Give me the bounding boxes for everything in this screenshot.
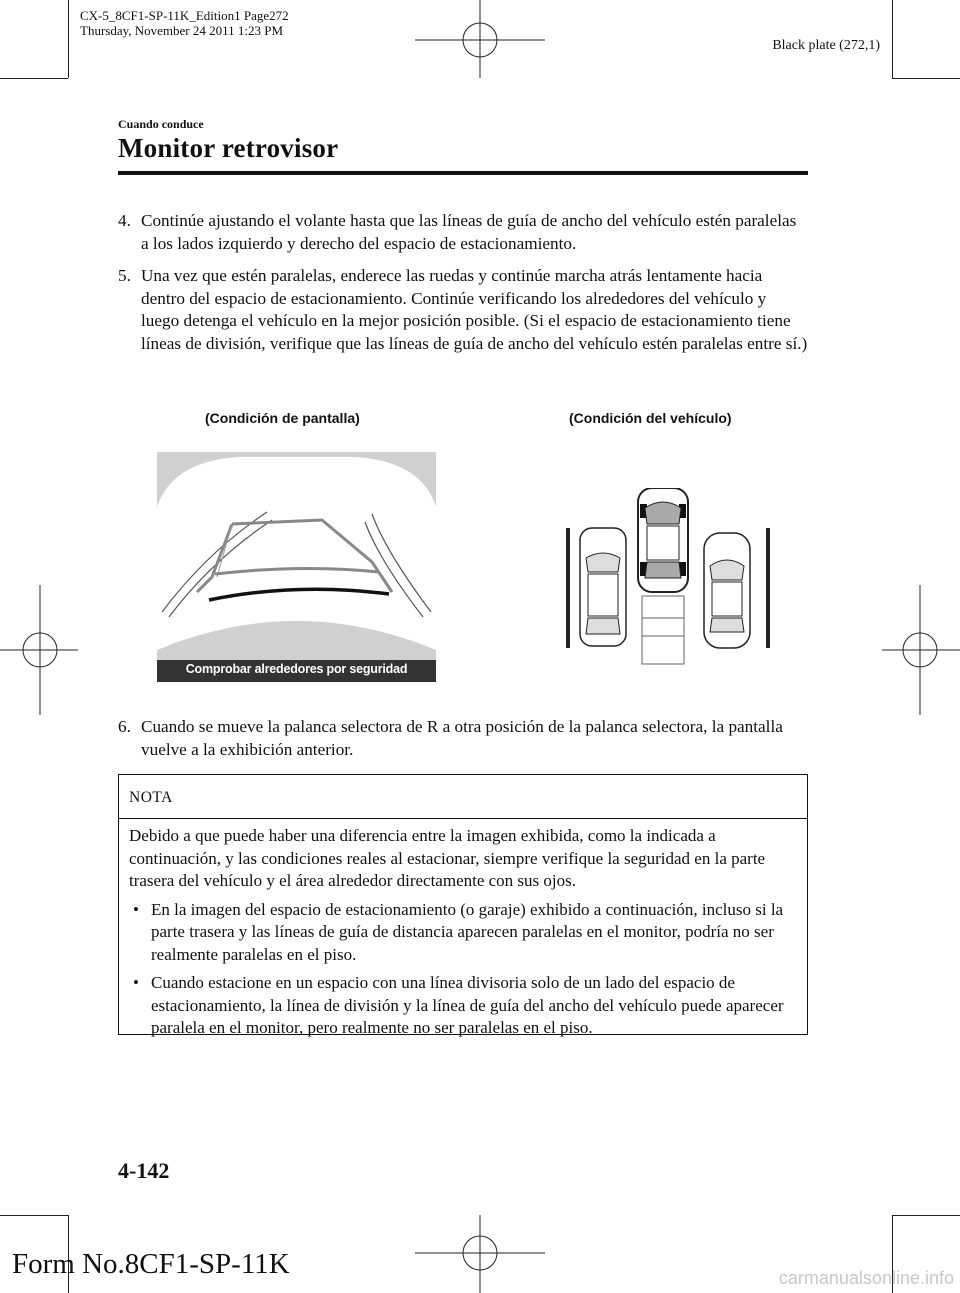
date-line: Thursday, November 24 2011 1:23 PM [80, 23, 284, 38]
note-bullet-text: Cuando estacione en un espacio con una línea divisoria solo de un lado del espacio de estacionamiento, la línea de división y la línea de guía del ancho del vehículo puede aparecer paralela en el monitor, pero realmente no ser paralelas en el piso. [151, 973, 784, 1037]
title-rule [118, 171, 808, 175]
note-heading: NOTA [119, 775, 807, 819]
note-bullet-text: En la imagen del espacio de estacionamiento (o garaje) exhibido a continuación, incluso si la parte trasera y las líneas de guía de distancia aparecen paralelas en el monitor, podría no ser realmente paralelas en el piso. [151, 899, 784, 964]
registration-mark-bottom [410, 1213, 550, 1293]
bullet-icon: • [133, 899, 139, 919]
parking-stall [642, 596, 684, 664]
registration-mark-left [0, 580, 80, 720]
crop-mark [0, 1215, 68, 1216]
parked-car-right [704, 533, 750, 648]
step-text: Una vez que estén paralelas, enderece las ruedas y continúe marcha atrás lentamente hacia dentro del espacio de estacionamiento. Continúe verificando los alrededores del vehículo y luego detenga el vehículo en la mejor posición posible. (Si el espacio de estacionamiento tiene líneas de división, verifique que las líneas de guía de ancho del vehículo estén paralelas entre sí.) [141, 266, 808, 353]
parking-line-left [566, 528, 570, 648]
caption-screen: (Condición de pantalla) [205, 410, 360, 426]
screen-banner: Comprobar alrededores por seguridad [185, 662, 408, 676]
page-title: Monitor retrovisor [118, 133, 339, 163]
step-number: 4. [118, 211, 131, 230]
parked-car-left [580, 528, 626, 646]
rearview-screen-graphic [157, 452, 436, 682]
reversing-car [638, 488, 688, 592]
note-bullet [129, 899, 797, 967]
parking-line-right [766, 528, 770, 648]
step-text: Cuando se mueve la palanca selectora de R a otra posición de la palanca selectora, la pantalla vuelve a la exhibición anterior. [141, 717, 783, 759]
crop-mark [0, 78, 68, 79]
note-box [118, 774, 808, 1035]
screen-illustration [157, 452, 436, 682]
step-5 [118, 265, 808, 355]
step-number: 6. [118, 717, 131, 736]
crop-mark [892, 78, 960, 79]
crop-mark [68, 0, 69, 78]
step-number: 5. [118, 266, 131, 285]
step-text: Continúe ajustando el volante hasta que las líneas de guía de ancho del vehículo estén paralelas a los lados izquierdo y derecho del espacio de estacionamiento. [141, 211, 797, 253]
step-4 [118, 210, 808, 255]
page-number: 4-142 [118, 1158, 170, 1183]
registration-mark-top [410, 0, 550, 80]
note-bullet [129, 972, 797, 1040]
section-label: Cuando conduce [118, 117, 204, 131]
watermark: carmanualsonline.info [778, 1268, 954, 1288]
registration-mark-right [880, 580, 960, 720]
note-intro: Debido a que puede haber una diferencia entre la imagen exhibida, como la indicada a continuación, y las condiciones reales al estacionar, siempre verifique la seguridad en la parte trasera del vehículo y el área alrededor directamente con sus ojos. [129, 826, 766, 890]
vehicle-parking-graphic [560, 488, 780, 668]
form-number: Form No.8CF1-SP-11K [12, 1248, 290, 1280]
crop-mark [892, 0, 893, 78]
plate-label: Black plate (272,1) [772, 38, 880, 53]
bullet-icon: • [133, 973, 139, 992]
caption-vehicle: (Condición del vehículo) [569, 410, 732, 426]
crop-mark [892, 1215, 960, 1216]
note-body [119, 819, 807, 1040]
print-meta [80, 8, 289, 38]
file-line: CX-5_8CF1-SP-11K_Edition1 Page272 [80, 8, 289, 23]
step-6 [118, 716, 808, 761]
